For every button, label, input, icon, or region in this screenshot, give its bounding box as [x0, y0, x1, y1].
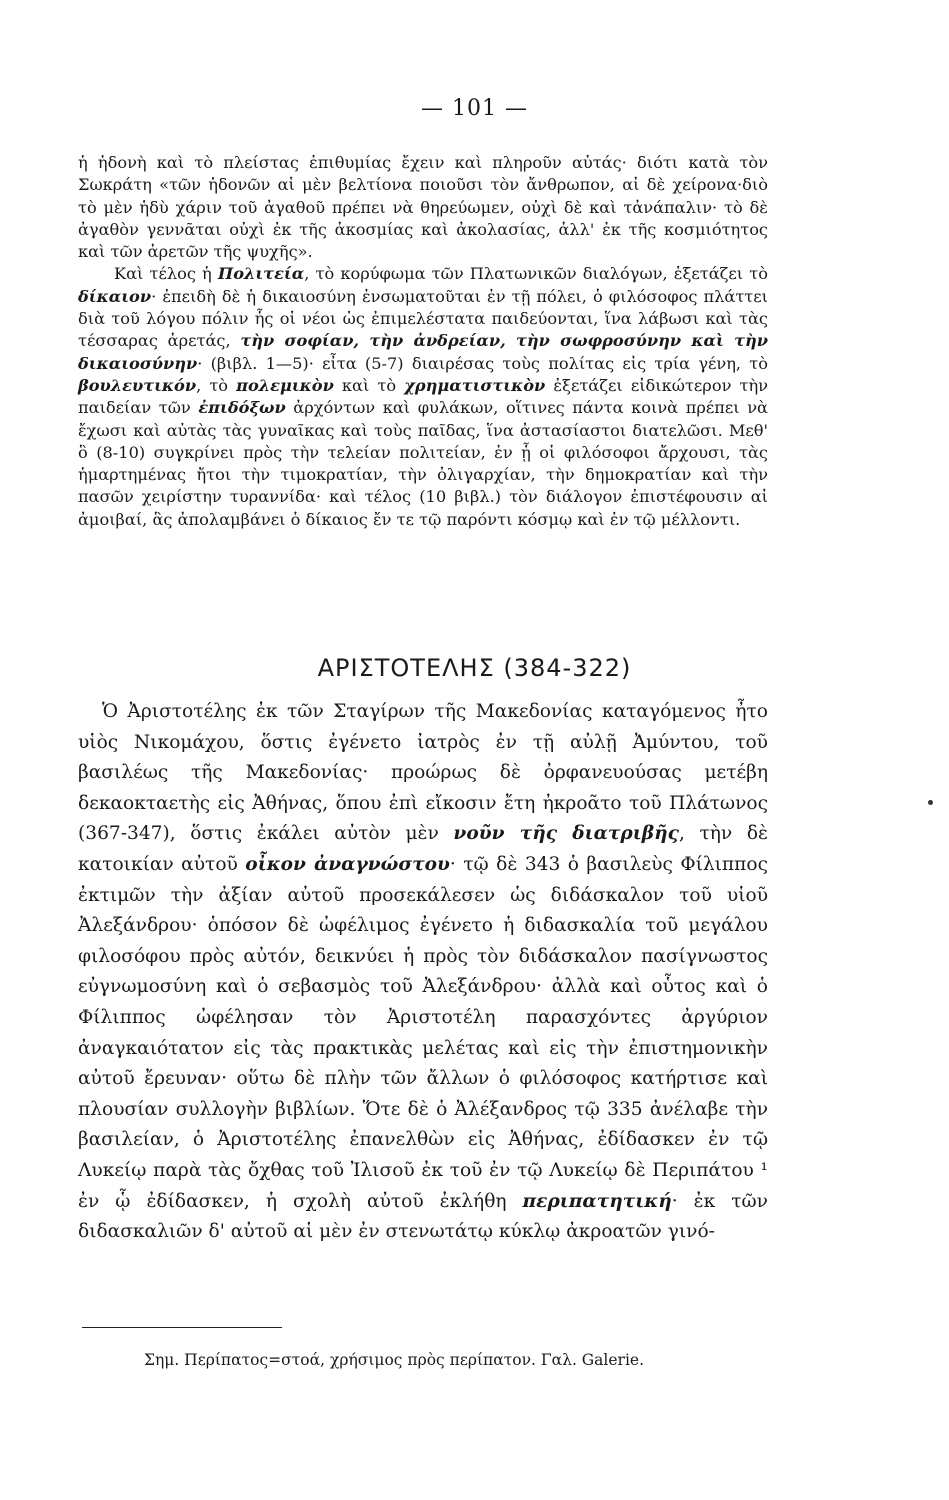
- emphasis-term: χρηματιστικὸν: [404, 375, 546, 395]
- text-section-aristotle: [78, 697, 768, 1248]
- footnote: Σημ. Περίπατος=στοά, χρήσιμος πρὸς περίπατον. Γαλ. Galerie.: [144, 1351, 645, 1369]
- paragraph: [78, 697, 768, 1248]
- text-run: Καὶ τέλος ἡ: [114, 264, 218, 284]
- text-section-politeia: [78, 152, 768, 531]
- margin-mark: [928, 800, 933, 805]
- text-run: , τὸ κορύφωμα τῶν Πλατωνικῶν διαλόγων, ἐξετάζει τὸ: [304, 264, 768, 284]
- text-run: ἐξετάζει εἰδικώτερον τὴν παιδείαν τῶν: [78, 375, 768, 418]
- emphasis-term: περιπατητική: [522, 1190, 672, 1212]
- text-run: · τῷ δὲ 343 ὁ βασιλεὺς Φίλιππος ἐκτιμῶν τὴν ἀξίαν αὐτοῦ προσεκάλεσεν ὡς διδάσκαλον τοῦ υἱοῦ Ἀλεξάνδρου· ὁπόσον δὲ ὠφέλιμος ἐγένετο ἡ διδασκαλία τοῦ μεγάλου φιλοσόφου πρὸς αὐτόν, δεικνύει ἡ πρὸς τὸν διδάσκαλον πασίγνωστος εὐγνωμοσύνη καὶ ὁ σεβασμὸς τοῦ Ἀλεξάνδρου· ἀλλὰ καὶ οὗτος καὶ ὁ Φίλιππος ὠφέλησαν τὸν Ἀριστοτέλη παρασχόντες ἀργύριον ἀναγκαιότατον εἰς τὰς πρακτικὰς μελέτας καὶ εἰς τὴν ἐπιστημονικὴν αὐτοῦ ἔρευναν· οὕτω δὲ πλὴν τῶν ἄλλων ὁ φιλόσοφος κατήρτισε καὶ πλουσίαν συλλογὴν βιβλίων. Ὅτε δὲ ὁ Ἀλέξανδρος τῷ 335 ἀνέλαβε τὴν βασιλείαν, ὁ Ἀριστοτέλης ἐπανελθὼν εἰς Ἀθήνας, ἐδίδασκεν ἐν τῷ Λυκείῳ παρὰ τὰς ὄχθας τοῦ Ἰλισοῦ ἐκ τοῦ ἐν τῷ Λυκείῳ δὲ Περιπάτου ¹ ἐν ᾧ ἐδίδασκεν, ἡ σχολὴ αὐτοῦ ἐκλήθη: [78, 853, 768, 1212]
- emphasis-term: οἶκον ἀναγνώστου: [245, 853, 450, 875]
- text-run: , τὴν δὲ κατοικίαν αὐτοῦ: [78, 823, 768, 875]
- text-run: Ὁ Ἀριστοτέλης ἐκ τῶν Σταγίρων τῆς Μακεδονίας καταγόμενος ἦτο υἱὸς Νικομάχου, ὅστις ἐγένετο ἰατρὸς ἐν τῇ αὐλῇ Ἀμύντου, τοῦ βασιλέως τῆς Μακεδονίας· προώρως δὲ ὀρφανευούσας μετέβη δεκαοκταετὴς εἰς Ἀθήνας, ὅπου ἐπὶ εἴκοσιν ἔτη ἠκροᾶτο τοῦ Πλάτωνος (367-347), ὅστις ἐκάλει αὐτὸν μὲν: [78, 701, 768, 845]
- emphasis-term: νοῦν τῆς διατριβῆς: [453, 823, 679, 845]
- emphasis-term: ἐπιδόξων: [198, 398, 286, 418]
- emphasis-term: πολεμικὸν: [236, 375, 334, 395]
- text-run: · ἐκ τῶν διδασκαλιῶν δ' αὐτοῦ αἱ μὲν ἐν στενωτάτῳ κύκλῳ ἀκροατῶν γινό-: [78, 1190, 768, 1243]
- text-run: καὶ τὸ: [333, 375, 405, 395]
- emphasis-term: τὴν σοφίαν, τὴν ἀνδρείαν, τὴν σωφροσύνην καὶ τὴν δικαιοσύνην: [78, 331, 768, 373]
- paragraph: ἡ ἡδονὴ καὶ τὸ πλείστας ἐπιθυμίας ἔχειν καὶ πληροῦν αὐτάς· διότι κατὰ τὸν Σωκράτη «τῶν ἡδονῶν αἱ μὲν βελτίονα ποιοῦσι τὸν ἄνθρωπον, αἱ δὲ χείρονα·διὸ τὸ μὲν ἡδὺ χάριν τοῦ ἀγαθοῦ πρέπει νὰ θηρεύωμεν, οὐχὶ δὲ καὶ τἀνάπαλιν· τὸ δὲ ἀγαθὸν γεννᾶται οὐχὶ ἐκ τῆς ἀκοσμίας καὶ ἀκολασίας, ἀλλ' ἐκ τῆς κοσμιότητος καὶ τῶν ἀρετῶν τῆς ψυχῆς».: [78, 153, 768, 262]
- paragraph: [78, 263, 768, 531]
- text-run: · ἐπειδὴ δὲ ἡ δικαιοσύνη ἐνσωματοῦται ἐν τῇ πόλει, ὁ φιλόσοφος πλάττει διὰ τοῦ λόγου πόλιν ἧς οἱ νέοι ὡς ἐπιμελέστατα παιδεύονται, ἵνα λάβωσι καὶ τὰς τέσσαρας ἀρετάς,: [78, 286, 768, 351]
- emphasis-term: δίκαιον: [78, 286, 152, 306]
- page-number: — 101 —: [421, 96, 528, 121]
- footnote-divider: [82, 1327, 282, 1328]
- section-heading: ΑΡΙΣΤΟΤΕΛΗΣ (384-322): [317, 654, 632, 682]
- text-run: ἀρχόντων καὶ φυλάκων, οἵτινες πάντα κοινὰ πρέπει νὰ ἔχωσι καὶ αὐτὰς τὰς γυναῖκας καὶ τοὺς παῖδας, ἵνα ἀστασίαστοι διατελῶσι. Μεθ' ὃ (8-10) συγκρίνει πρὸς τὴν τελείαν πολιτείαν, ἐν ᾗ οἱ φιλόσοφοι ἄρχουσι, τὰς ἡμαρτημένας ἤτοι τὴν τιμοκρατίαν, τὴν ὀλιγαρχίαν, τὴν δημοκρατίαν καὶ τὴν πασῶν χειρίστην τυραννίδα· καὶ τέλος (10 βιβλ.) τὸν διάλογον ἐπιστέφουσιν αἱ ἀμοιβαί, ἃς ἀπολαμβάνει ὁ δίκαιος ἔν τε τῷ παρόντι κόσμῳ καὶ ἐν τῷ μέλλοντι.: [78, 398, 768, 529]
- text-run: · (βιβλ. 1—5)· εἶτα (5-7) διαιρέσας τοὺς πολίτας εἰς τρία γένη, τὸ: [197, 353, 768, 373]
- emphasis-term: βουλευτικόν: [78, 375, 197, 395]
- text-run: , τὸ: [196, 375, 237, 395]
- emphasis-term: Πολιτεία: [217, 264, 305, 284]
